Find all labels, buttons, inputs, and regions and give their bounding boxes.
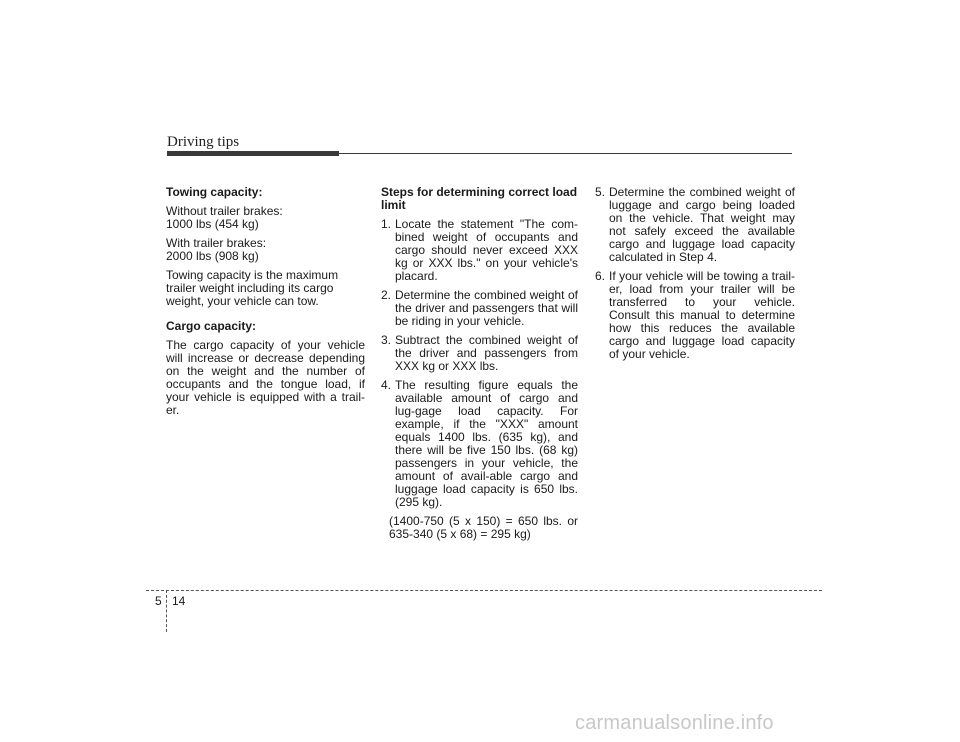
column-left: [166, 186, 365, 423]
column-middle: [381, 186, 578, 547]
step-item: [595, 186, 795, 264]
step-text: Determine the combined weight of the driver and passengers that will be riding in your vehicle.: [395, 288, 578, 328]
step-text: Determine the combined weight of luggage and cargo being loaded on the vehicle. That weight may not safely exceed the available cargo and luggage load capacity calculated in Step 4.: [609, 185, 795, 264]
step-number: 2.: [381, 288, 392, 302]
cargo-capacity-heading: Cargo capacity:: [166, 319, 257, 333]
step-item: [381, 218, 578, 283]
watermark: carmanualsonline.info: [575, 712, 774, 734]
step-item: [381, 289, 578, 328]
with-brakes-label: With trailer brakes:: [166, 236, 267, 250]
towing-capacity-heading: Towing capacity:: [166, 185, 263, 199]
steps-heading: Steps for determining correct load limit: [381, 185, 578, 212]
without-brakes-block: [166, 205, 365, 231]
step-number: 1.: [381, 217, 392, 231]
step-text: If your vehicle will be towing a trail-er, load from your trailer will be transferred to your vehicle. Consult this manual to determine how this reduces the available cargo and luggage load capacity of your vehicle.: [609, 269, 795, 361]
with-brakes-value: 2000 lbs (908 kg): [166, 249, 259, 263]
header-rule-thick: [167, 151, 339, 156]
step-number: 4.: [381, 378, 392, 392]
step-number: 6.: [595, 269, 606, 283]
step-text: The resulting figure equals the available amount of cargo and lug-gage load capacity. For example, if the "XXX" amount equals 1400 lbs. (635 kg), and there will be five 150 lbs. (68 kg) passengers in your vehicle, the amount of avail-able cargo and luggage load capacity is 650 lbs. (295 kg).: [395, 378, 578, 509]
without-brakes-value: 1000 lbs (454 kg): [166, 217, 259, 231]
step-text: Locate the statement "The com-bined weight of occupants and cargo should never exceed XXX kg or XXX lbs." on your vehicle's placard.: [395, 217, 578, 283]
chapter-number: 5: [155, 594, 162, 608]
step-number: 3.: [381, 333, 392, 347]
towing-description: Towing capacity is the maximum trailer weight including its cargo weight, your vehicle can tow.: [166, 268, 339, 308]
column-right: [595, 186, 795, 367]
section-title: Driving tips: [167, 134, 240, 150]
without-brakes-label: Without trailer brakes:: [166, 204, 283, 218]
page-number: 14: [172, 594, 186, 608]
step-number: 5.: [595, 185, 606, 199]
header-rule-thin: [339, 153, 792, 154]
step-item: [381, 334, 578, 373]
footer-vertical-divider: [166, 590, 167, 632]
calculation-example: (1400-750 (5 x 150) = 650 lbs. or 635-340 (5 x 68) = 295 kg): [389, 514, 578, 541]
step-item: [595, 270, 795, 361]
step-item: [381, 379, 578, 509]
cargo-description: The cargo capacity of your vehicle will increase or decrease depending on the weight and the number of occupants and the tongue load, if your vehicle is equipped with a trail-er.: [166, 338, 365, 417]
with-brakes-block: [166, 237, 365, 263]
step-text: Subtract the combined weight of the driver and passengers from XXX kg or XXX lbs.: [395, 333, 578, 373]
footer-divider: [146, 590, 822, 591]
